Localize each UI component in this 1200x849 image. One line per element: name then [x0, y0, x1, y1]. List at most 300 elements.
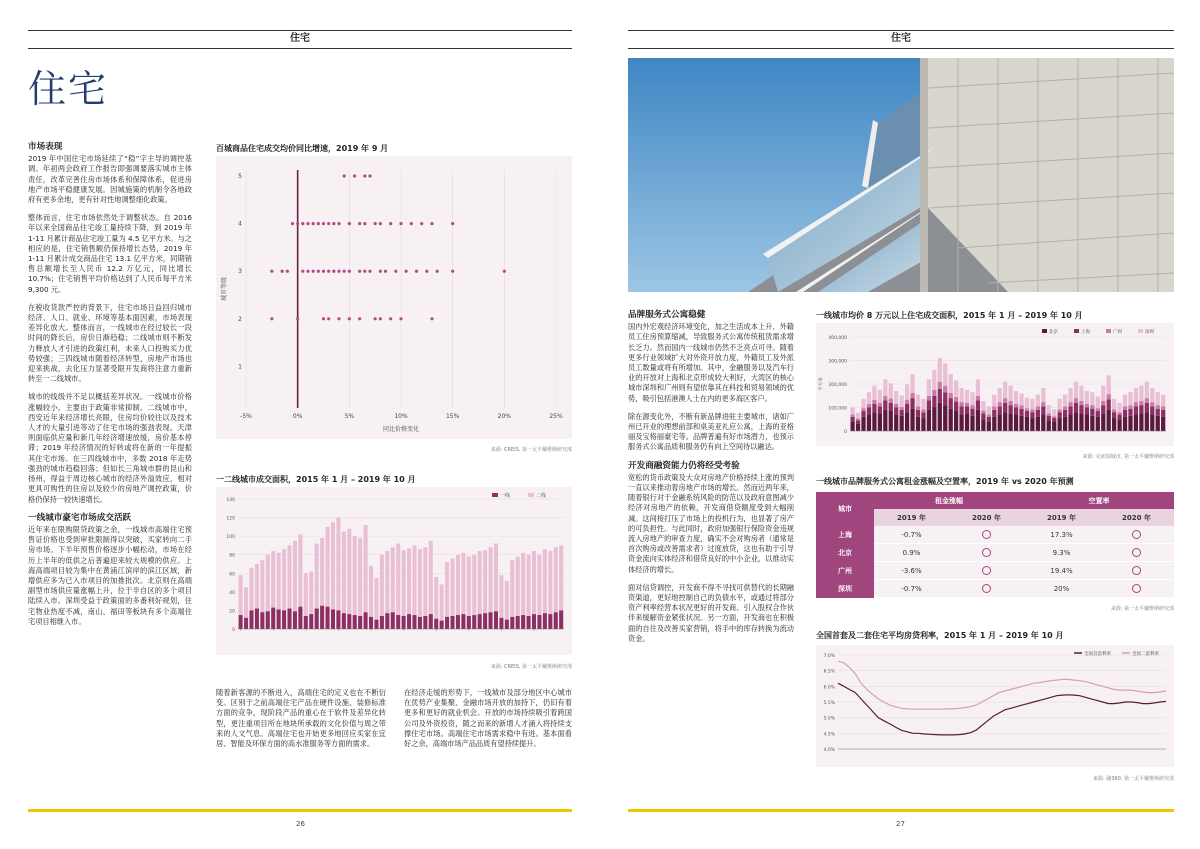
bar-tier1 — [456, 615, 460, 629]
bar-segment-1 — [1041, 406, 1045, 414]
table-row — [816, 544, 1174, 562]
y-tick-label: 300,000 — [828, 359, 847, 365]
bar-segment-3 — [1025, 398, 1029, 409]
bar-segment-0 — [1074, 412, 1078, 431]
line-series-0 — [838, 683, 1166, 735]
bar-segment-2 — [1145, 398, 1149, 403]
bar-tier1 — [249, 610, 253, 629]
bar-segment-2 — [1096, 408, 1100, 411]
bar-tier1 — [559, 610, 563, 629]
heading-luxury: 一线城市豪宅市场成交活跃 — [28, 512, 132, 523]
bar-segment-1 — [1079, 405, 1083, 413]
rent-2020-cell — [949, 562, 1024, 580]
bar-segment-0 — [910, 409, 914, 431]
bar-segment-3 — [878, 390, 882, 403]
bar-segment-2 — [1052, 416, 1056, 418]
bar-segment-0 — [872, 412, 876, 431]
bar-segment-2 — [970, 405, 974, 409]
bar-tier1 — [342, 613, 346, 629]
bar-segment-1 — [1096, 411, 1100, 417]
scatter-point — [312, 270, 315, 273]
bar-segment-1 — [1009, 405, 1013, 413]
bar-segment-2 — [1079, 401, 1083, 405]
legend-label: 北京 — [1049, 330, 1058, 335]
rent-2020-cell — [949, 544, 1024, 562]
bar-segment-3 — [1063, 395, 1067, 407]
scatter-point — [430, 317, 433, 320]
bar-segment-3 — [916, 395, 920, 407]
y-tick-label: 4.0% — [823, 748, 835, 753]
bar-segment-1 — [981, 413, 985, 419]
bar-segment-0 — [883, 410, 887, 431]
bar-segment-3 — [932, 370, 936, 390]
bar-segment-3 — [851, 408, 855, 415]
scatter-point — [322, 270, 325, 273]
y-tick-label: 0 — [844, 430, 847, 435]
city-cell: 广州 — [816, 562, 874, 580]
bar-segment-0 — [1003, 412, 1007, 431]
bar-tier1 — [483, 613, 487, 629]
city-cell: 上海 — [816, 526, 874, 544]
chart4-title: 全国首套及二套住宅平均房贷利率，2015 年 1 月 – 2019 年 10 月 — [816, 631, 1064, 640]
bar-segment-2 — [954, 397, 958, 402]
bar-segment-2 — [932, 390, 936, 396]
bar-segment-2 — [1068, 402, 1072, 406]
bar-tier1 — [505, 620, 509, 629]
paragraph: 近年来在限购限贷政策之余，一线城市高端住宅预售证价格也受到审批限制得以突破，买家转向二手房市场。下半年预售价格逐步小幅松动，市场在经历上半年的低供之后普遍迎来较大规模的供应。上海高端项目较为集中在黄浦江滨岸的滨江区域，新增供应多为已入市项目的加推批次。北京则在高端副型市场供应量涨幅上升，位于半自区的多个项目陆续入市。深圳受益于政策面的多番利好规划，住宅物业热度不减，南山、福田等板块有多个高端住宅项目相继入市。 — [28, 524, 192, 626]
bar-segment-0 — [932, 408, 936, 432]
forecast-circle-icon — [1132, 566, 1141, 575]
forecast-circle-icon — [1132, 530, 1141, 539]
bar-segment-2 — [1058, 409, 1062, 412]
table-row — [816, 526, 1174, 544]
bar-segment-2 — [1003, 398, 1007, 403]
building-photo — [628, 58, 1174, 292]
bar-segment-0 — [1090, 416, 1094, 431]
bar-tier1 — [374, 620, 378, 629]
legend-label: 全国二套利率 — [1132, 652, 1159, 657]
bar-segment-1 — [1058, 412, 1062, 418]
bar-segment-1 — [1156, 409, 1160, 416]
chart4-panel — [816, 645, 1174, 767]
bar-tier1 — [516, 616, 520, 629]
bar-tier1 — [331, 610, 335, 630]
bar-segment-0 — [1085, 415, 1089, 431]
bar-segment-1 — [1030, 412, 1034, 418]
y-tick-label: 200,000 — [828, 383, 847, 388]
paragraph: 除在源变化外，不断有新品牌进驻主要城市，诸如广州已开业的理想前部和桌美亚礼应公寓，上海的亚格丽及宝格丽豪宅等。品牌普遍有好市场潜力，也预示服务式公寓品质和服务仍有向上空间待以融达。 — [628, 411, 794, 452]
bar-segment-0 — [894, 415, 898, 431]
scatter-point — [332, 270, 335, 273]
y-tick-label: 60 — [229, 572, 235, 578]
page-number-right: 27 — [896, 820, 905, 828]
scatter-point — [301, 222, 304, 225]
bar-segment-0 — [1112, 418, 1116, 431]
scatter-point — [389, 317, 392, 320]
bar-segment-1 — [878, 406, 882, 413]
paragraph: 宽松的货币政策及大众对房地产价格持续上涨的预判一直以来推动着房地产市场的增长。然而近两年来，随着银行对于金融系统风险的防范以及政府意图减少经济对房地产的依赖，开发商借贷额度受到大幅削减。这间接打压了市场上的投机行为，也显著了房产的可负担性。与此同时，政府加强银行保险资金违规流入房地产的审查力度，确实不会对购房者（通常是首次购房或改善需求者）过度放贷，这也有助于引导资金流向实体经济和借贷良好的中小企业，以推动实体经济的增长。 — [628, 472, 794, 574]
y-tick-label: 0 — [232, 628, 235, 633]
bar-segment-3 — [894, 391, 898, 404]
bar-segment-1 — [949, 398, 953, 409]
bar-segment-3 — [1150, 388, 1154, 402]
bar-segment-0 — [965, 413, 969, 431]
chart4-line — [816, 645, 1174, 767]
forecast-circle-icon — [982, 530, 991, 539]
bar-segment-0 — [878, 413, 882, 431]
bar-segment-2 — [976, 396, 980, 401]
bar-segment-3 — [921, 399, 925, 410]
bar-tier1 — [315, 609, 319, 629]
chart2-source: 来源: CREIS, 第一太平戴维斯研究部 — [490, 664, 572, 670]
bar-segment-1 — [910, 398, 914, 409]
section-header-right: 住宅 — [628, 30, 1174, 49]
bar-segment-0 — [943, 405, 947, 431]
vacancy-2020-cell — [1099, 562, 1174, 580]
bar-tier1 — [467, 616, 471, 629]
bar-segment-1 — [976, 400, 980, 409]
bar-segment-0 — [981, 419, 985, 431]
bar-segment-2 — [1156, 405, 1160, 409]
y-tick-label: 7.0% — [823, 654, 835, 659]
y-tick-label: 40 — [229, 590, 235, 596]
bar-segment-2 — [1117, 412, 1121, 414]
bar-segment-1 — [1145, 403, 1149, 412]
scatter-point — [394, 270, 397, 273]
bar-segment-1 — [965, 406, 969, 413]
bar-segment-0 — [998, 415, 1002, 431]
scatter-point — [281, 270, 284, 273]
bar-segment-3 — [959, 388, 963, 402]
chart1-scatter — [216, 156, 572, 439]
y-tick-label: 140 — [226, 498, 235, 503]
bar-segment-1 — [900, 410, 904, 416]
bar-tier2 — [353, 536, 357, 629]
scatter-point — [368, 174, 371, 177]
scatter-point — [415, 270, 418, 273]
y-tick-label: 1 — [238, 363, 242, 371]
paragraph: 2019 年中国住宅市场延续了“稳”字主导的调控基调。年初两会政府工作报告即强调要落实城市主体责任，改革完善住房市场体系和保障体系，促进房地产市场平稳健康发展。因城施策的机制令各地政府有更多余地，更有针对性地调整细化政策。 — [28, 154, 192, 205]
bar-segment-1 — [861, 411, 865, 417]
bar-segment-0 — [987, 422, 991, 431]
y-tick-label: 100,000 — [828, 406, 847, 412]
scatter-point — [337, 222, 340, 225]
scatter-point — [353, 174, 356, 177]
scatter-point — [379, 222, 382, 225]
bar-segment-3 — [1123, 395, 1127, 407]
y-tick-label: 2 — [238, 315, 242, 323]
bar-segment-2 — [878, 403, 882, 407]
bar-segment-0 — [1117, 419, 1121, 431]
bar-segment-3 — [1096, 396, 1100, 408]
y-tick-label: 5 — [238, 173, 242, 180]
bar-segment-1 — [1068, 406, 1072, 414]
bar-segment-0 — [1019, 416, 1023, 431]
bar-segment-3 — [1101, 386, 1105, 401]
bar-segment-3 — [905, 384, 909, 399]
bar-tier1 — [429, 614, 433, 629]
bar-tier1 — [293, 611, 297, 629]
table-row — [816, 562, 1174, 580]
bar-segment-1 — [938, 389, 942, 403]
bar-segment-0 — [959, 415, 963, 431]
scatter-point — [363, 270, 366, 273]
paragraph: 整体而言，住宅市场依然处于调整状态。自 2016 年以来全国商品住宅竣工量持续下降，到 2019 年 1-11 月累计商品住宅竣工量为 4.5 亿平方米。与之相应的是，住宅销售额仍保持增长态势，2019 年 1-11 月累计成交商品住宅 13.1 亿平方米，同期销售总额增长至人民币 12.2 万亿元，同比增长 10.7%；住宅销售平均价格达到了人民币每平方米 9,300 元。 — [28, 213, 192, 294]
bar-tier1 — [499, 618, 503, 629]
scatter-point — [332, 222, 335, 225]
forecast-circle-icon — [982, 584, 991, 593]
bar-segment-3 — [965, 390, 969, 403]
bar-segment-0 — [1041, 415, 1045, 431]
heading-developer: 开发商融资能力仍将经受考验 — [628, 460, 740, 471]
scatter-point — [358, 270, 361, 273]
forecast-circle-icon — [1132, 548, 1141, 557]
bar-segment-1 — [1063, 410, 1067, 417]
x-tick-label: 15% — [445, 413, 460, 420]
forecast-circle-icon — [982, 566, 991, 575]
bar-segment-1 — [1090, 409, 1094, 416]
bar-segment-0 — [954, 411, 958, 431]
legend-label: 全国首套利率 — [1084, 652, 1111, 657]
y-tick-label: 6.0% — [823, 685, 835, 691]
bar-segment-1 — [1117, 415, 1121, 420]
bar-segment-0 — [1101, 413, 1105, 431]
bar-tier1 — [418, 617, 422, 629]
th-year: 2019 年 — [1024, 509, 1099, 526]
bar-segment-1 — [867, 408, 871, 415]
bar-segment-1 — [987, 417, 991, 422]
scatter-point — [317, 222, 320, 225]
y-tick-label: 20 — [229, 609, 235, 615]
bar-segment-1 — [1101, 405, 1105, 413]
bar-segment-3 — [867, 392, 871, 404]
bar-segment-3 — [1107, 375, 1111, 394]
paragraph: 国内外宏观经济环境变化，加之生活成本上升、外籍员工住房预算缩减，导致服务式公寓传统租赁需求增长乏力。然而国内一线城市仍然不乏亮点可寻。随着更多行业领域扩大对外资开放力度，外籍员工及外派员工数量或将有所增加。其中，金融服务以及汽车行业的开放对上海和北京形成较大利好，大湾区的核心城市深圳和广州则有望依靠其在科技和贸易领域的优势，吸引包括港澳人士在内的更多海区客户。 — [628, 322, 794, 403]
bar-tier1 — [385, 613, 389, 629]
rent-vacancy-table — [816, 492, 1174, 598]
x-tick-label: 25% — [549, 413, 563, 420]
bar-segment-1 — [1134, 406, 1138, 414]
bar-tier1 — [255, 609, 259, 629]
bar-tier1 — [407, 614, 411, 629]
bar-segment-0 — [1107, 410, 1111, 431]
bar-segment-2 — [851, 415, 855, 417]
bar-segment-1 — [927, 400, 931, 409]
bar-segment-0 — [1014, 415, 1018, 431]
bar-segment-2 — [1112, 409, 1116, 412]
paragraph: 在经济走缓的形势下，一线城市及部分地区中心城市在优势产业集聚、金融市场开放的加持下，仍旧有着更多和更好的就业机会。开放的市场持续吸引着跨国公司及外资投资，随之而来的新增人才涌入将持续支撑住宅市场。高端住宅市场需求稳中有进。基本面看好之余，高端市场产品品质有望持续提升。 — [404, 688, 572, 749]
bar-tier1 — [347, 614, 351, 629]
bar-segment-0 — [889, 411, 893, 431]
bar-segment-0 — [1123, 417, 1127, 431]
scatter-point — [337, 270, 340, 273]
bar-segment-1 — [1123, 410, 1127, 417]
bar-segment-2 — [905, 400, 909, 404]
bar-tier1 — [364, 612, 368, 629]
scatter-point — [405, 270, 408, 273]
bar-segment-3 — [889, 383, 893, 398]
scatter-point — [301, 270, 304, 273]
scatter-point — [436, 270, 439, 273]
x-axis-label: 同比价格变化 — [382, 426, 420, 433]
chart3-title: 一线城市均价 8 万元以上住宅成交面积，2015 年 1 月 – 2019 年 10 月 — [816, 311, 1083, 320]
scatter-point — [363, 222, 366, 225]
bar-tier1 — [298, 607, 302, 629]
legend-swatch — [1074, 329, 1079, 333]
legend-label: 上海 — [1081, 330, 1090, 335]
paragraph: 面对信贷调控，开发商不得不寻找可供替代的长期融资渠道，更好地控制自己的负债水平，或通过将部分资产利率经营本状况更好的开发商、引入股权合作伙伴来缓解资金紧张状况。另一方面，开发商也在积极面的自住及改善买家营销，将手中的库存转换为流动资金。 — [628, 582, 794, 643]
bar-segment-1 — [1139, 405, 1143, 413]
th-vacancy: 空置率 — [1024, 492, 1174, 509]
vacancy-2019-cell: 17.3% — [1024, 526, 1099, 544]
scatter-point — [399, 317, 402, 320]
bar-segment-0 — [1079, 413, 1083, 431]
th-year: 2020 年 — [949, 509, 1024, 526]
bar-tier1 — [440, 621, 444, 629]
legend-swatch — [528, 493, 534, 497]
bar-segment-2 — [916, 406, 920, 410]
bar-segment-2 — [938, 382, 942, 389]
city-cell: 深圳 — [816, 580, 874, 598]
bar-segment-0 — [905, 412, 909, 431]
y-axis-label: 平方米 — [819, 377, 824, 391]
bar-segment-0 — [970, 416, 974, 431]
bar-segment-1 — [943, 392, 947, 405]
bar-tier1 — [271, 608, 275, 629]
y-tick-label: 5.0% — [823, 716, 835, 722]
heading-brand: 品牌服务式公寓稳健 — [628, 310, 706, 320]
city-cell: 北京 — [816, 544, 874, 562]
bar-tier1 — [396, 615, 400, 629]
bar-segment-3 — [981, 401, 985, 410]
bar-segment-2 — [998, 402, 1002, 406]
chart2-panel — [216, 487, 572, 655]
bar-segment-0 — [900, 416, 904, 431]
bar-segment-2 — [889, 399, 893, 403]
section-header-left: 住宅 — [28, 30, 572, 49]
bar-tier1 — [309, 614, 313, 629]
bar-segment-1 — [1025, 411, 1029, 417]
bar-segment-1 — [959, 406, 963, 414]
bar-tier1 — [527, 616, 531, 629]
bar-segment-2 — [1150, 402, 1154, 406]
bar-segment-3 — [1090, 392, 1094, 405]
y-tick-label: 5.5% — [823, 701, 835, 706]
bar-segment-2 — [959, 402, 963, 406]
x-tick-label: -5% — [240, 413, 252, 420]
bar-tier1 — [260, 612, 264, 629]
bar-segment-3 — [861, 399, 865, 408]
bar-segment-0 — [1096, 417, 1100, 431]
bar-tier1 — [537, 615, 541, 629]
bar-tier1 — [320, 606, 324, 629]
y-tick-label: 4.5% — [823, 732, 835, 738]
bar-segment-2 — [1139, 401, 1143, 405]
bar-segment-2 — [1047, 413, 1051, 415]
bar-segment-2 — [1134, 402, 1138, 406]
chart3-source: 来源: 克而瑞城市, 第一太平戴维斯研究部 — [1082, 454, 1174, 460]
bar-tier1 — [412, 615, 416, 629]
bar-segment-2 — [1123, 406, 1127, 410]
bar-segment-3 — [1058, 399, 1062, 410]
scatter-point — [358, 317, 361, 320]
bar-segment-2 — [927, 396, 931, 401]
scatter-point — [384, 270, 387, 273]
paragraph: 城市的线级并不足以概括差异状况。一线城市价格涨幅较小，主要由于政策非常抑制。二线城市中，西安近年来经济增长亮眼，住房均价较往以及技术人才的大量引进等动了住宅市场的强劲表现。天津则面临供应量和新几年经济增速放缓，房价基本停滞；2019 年经济情况的好转或将在新的一年提振其住宅市场。在三四线城市中，多数 2018 年走势强劲的城市趋稳回落；但如长三角城市群的昆山和扬州，得益于周边核心城市的经济外溢效应，相对更具可购性的住房以及较少的房地产调控政策，价格仍保持一较快速增长。 — [28, 392, 192, 504]
bar-segment-2 — [1085, 404, 1089, 408]
bar-segment-1 — [970, 409, 974, 416]
chart1-source: 来源: CREIS, 第一太平戴维斯研究部 — [490, 447, 572, 453]
bar-segment-1 — [1047, 416, 1051, 421]
bar-tier1 — [288, 609, 292, 629]
bar-segment-1 — [1019, 409, 1023, 416]
bar-segment-1 — [932, 396, 936, 408]
scatter-point — [503, 270, 506, 273]
bar-tier1 — [472, 615, 476, 629]
bar-segment-3 — [1019, 393, 1023, 405]
scatter-point — [368, 270, 371, 273]
scatter-point — [306, 222, 309, 225]
bar-segment-3 — [1036, 395, 1040, 407]
bar-segment-3 — [976, 379, 980, 395]
bar-tier1 — [282, 610, 286, 629]
bar-segment-2 — [861, 408, 865, 411]
bar-segment-2 — [1161, 406, 1165, 410]
bar-segment-2 — [992, 406, 996, 410]
scatter-point — [379, 270, 382, 273]
page-number-left: 26 — [296, 820, 305, 828]
bar-segment-0 — [1052, 422, 1056, 431]
building-image — [628, 58, 1174, 292]
bar-segment-1 — [872, 404, 876, 412]
forecast-circle-icon — [1132, 584, 1141, 593]
chart3-stacked-bar — [816, 323, 1174, 446]
chart3-panel — [816, 323, 1174, 446]
bar-segment-3 — [1052, 409, 1056, 416]
bar-segment-3 — [1014, 391, 1018, 404]
bar-tier1 — [380, 616, 384, 629]
bar-segment-2 — [987, 415, 991, 417]
scatter-point — [343, 174, 346, 177]
bar-tier1 — [489, 612, 493, 629]
y-tick-label: 6.5% — [823, 669, 835, 675]
chart2-bar — [216, 487, 572, 655]
bar-segment-3 — [954, 380, 958, 396]
bar-segment-2 — [1090, 405, 1094, 409]
chart1-title: 百城商品住宅成交均价同比增速，2019 年 9 月 — [216, 144, 389, 153]
bar-segment-0 — [1047, 420, 1051, 431]
bar-segment-3 — [998, 388, 1002, 402]
vacancy-2019-cell: 9.3% — [1024, 544, 1099, 562]
bar-segment-3 — [1161, 395, 1165, 407]
scatter-point — [322, 317, 325, 320]
scatter-point — [327, 270, 330, 273]
bar-segment-1 — [1161, 410, 1165, 417]
bar-segment-2 — [894, 404, 898, 408]
scatter-point — [451, 270, 454, 273]
bar-segment-1 — [921, 412, 925, 418]
chart2-title: 一二线城市成交面积，2015 年 1 月 – 2019 年 10 月 — [216, 475, 416, 484]
scatter-point — [374, 317, 377, 320]
bar-segment-2 — [900, 407, 904, 410]
bar-segment-1 — [916, 410, 920, 417]
legend-swatch — [1106, 329, 1111, 333]
bar-segment-1 — [1036, 410, 1040, 417]
bar-segment-3 — [992, 395, 996, 407]
bar-segment-3 — [1145, 382, 1149, 398]
scatter-point — [389, 222, 392, 225]
vacancy-2020-cell — [1099, 544, 1174, 562]
